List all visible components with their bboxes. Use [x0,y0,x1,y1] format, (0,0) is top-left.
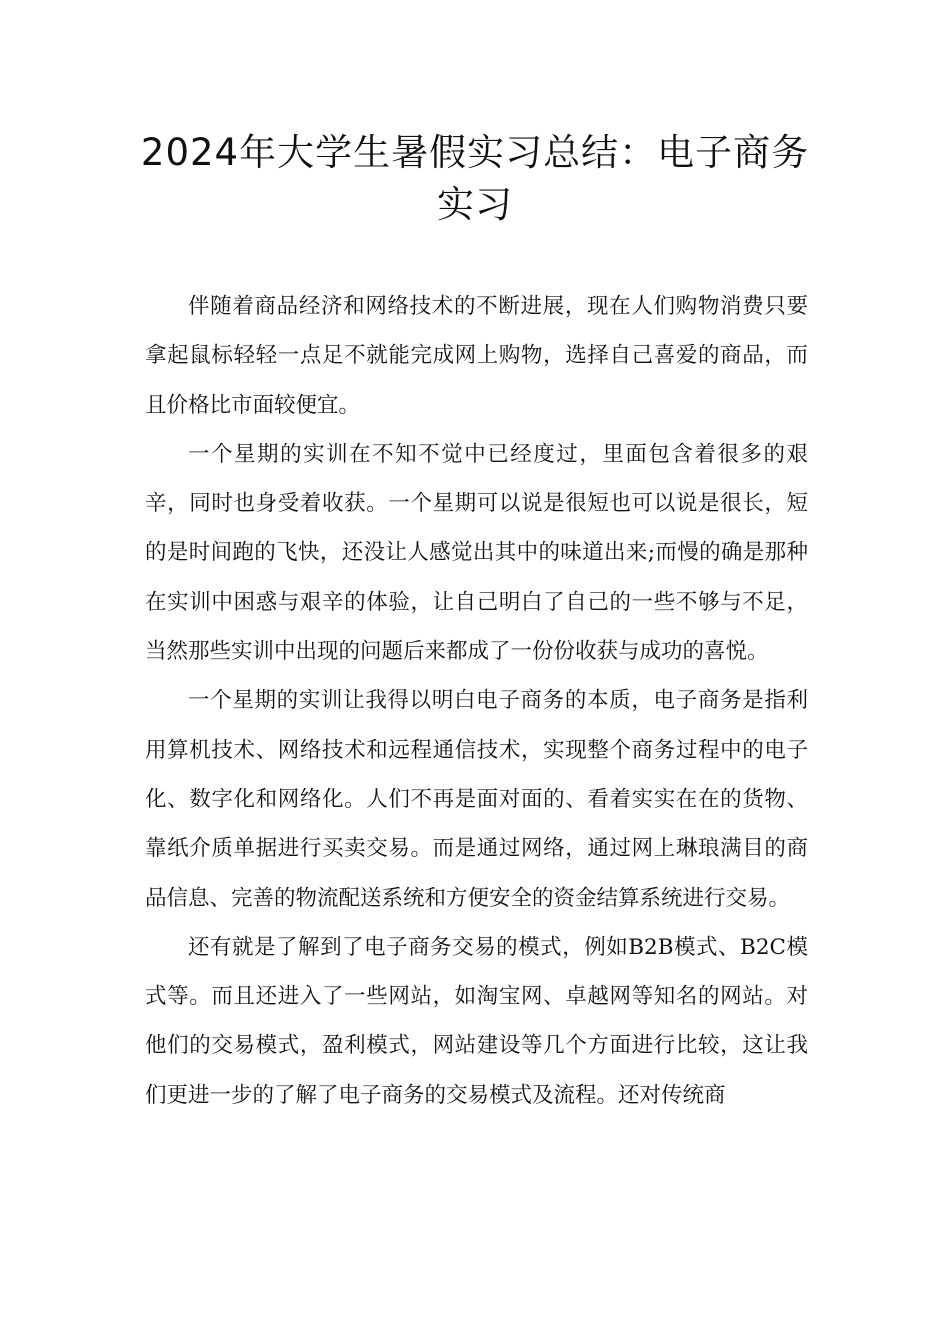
paragraph-4: 还有就是了解到了电子商务交易的模式，例如B2B模式、B2C模式等。而且还进入了一些网站，如淘宝网、卓越网等知名的网站。对他们的交易模式，盈利模式，网站建设等几个方面进行比较，这让我们更进一步的了解了电子商务的交易模式及流程。还对传统商 [145,934,808,1108]
document-body [145,282,808,1120]
paragraph-2: 一个星期的实训在不知不觉中已经度过，里面包含着很多的艰辛，同时也身受着收获。一个星期可以说是很短也可以说是很长，短的是时间跑的飞快，还没让人感觉出其中的味道出来;而慢的确是那种在实训中困惑与艰辛的体验，让自己明白了自己的一些不够与不足，当然那些实训中出现的问题后来都成了一份份收获与成功的喜悦。 [145,441,808,665]
page-title-line-2: 实习 [437,183,513,226]
page-title-line-1: 2024年大学生暑假实习总结：电子商务 [140,131,810,174]
paragraph-1: 伴随着商品经济和网络技术的不断进展，现在人们购物消费只要拿起鼠标轻轻一点足不就能完成网上购物，选择自己喜爱的商品，而且价格比市面较便宜。 [145,294,808,418]
paragraph-3: 一个星期的实训让我得以明白电子商务的本质，电子商务是指利用算机技术、网络技术和远程通信技术，实现整个商务过程中的电子化、数字化和网络化。人们不再是面对面的、看着实实在在的货物、靠纸介质单据进行买卖交易。而是通过网络，通过网上琳琅满目的商品信息、完善的物流配送系统和方便安全的资金结算系统进行交易。 [145,688,808,911]
